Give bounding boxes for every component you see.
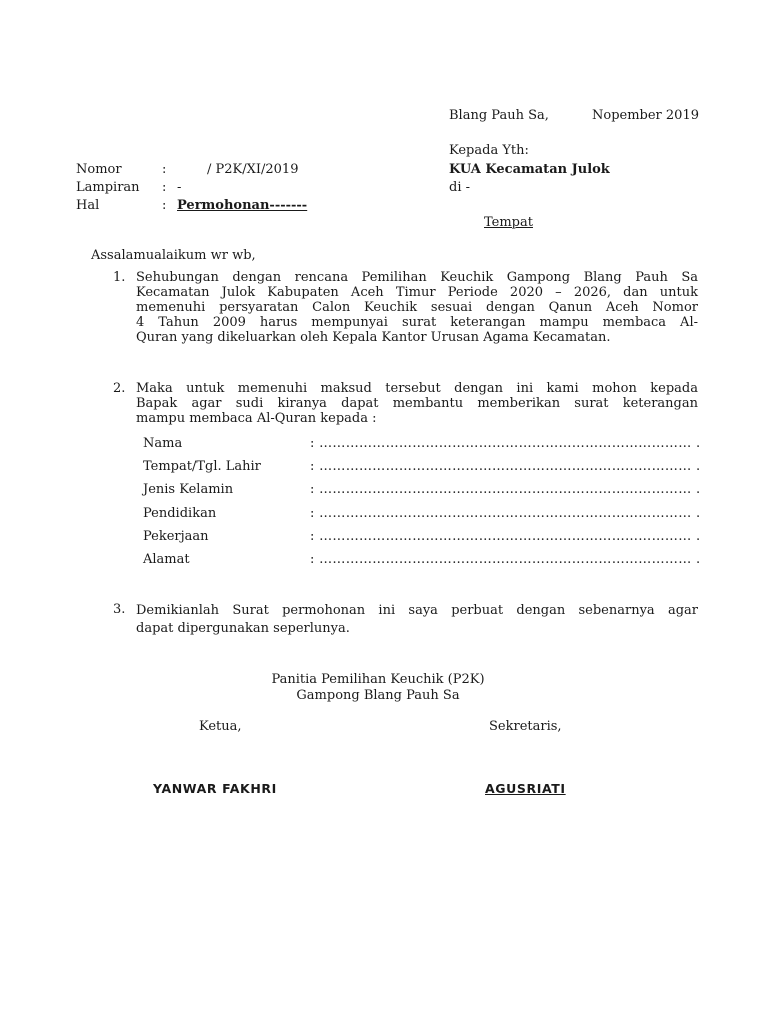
committee-line-1: Panitia Pemilihan Keuchik (P2K) <box>271 672 485 687</box>
item-1-line: Quran yang dikeluarkan oleh Kepala Kantor Urusan Agama Kecamatan. <box>136 330 611 345</box>
field-dots-pendidikan: : ………………………………………………………………………… . <box>310 506 701 521</box>
field-label-tempat-tgl-lahir: Tempat/Tgl. Lahir <box>143 459 261 474</box>
item-2-line: Bapak agar sudi kiranya dapat membantu memberikan surat keterangan <box>136 396 698 411</box>
item-3-paragraph <box>136 602 698 638</box>
recipient-name: KUA Kecamatan Julok <box>449 162 610 177</box>
nomor-label: Nomor <box>76 162 122 177</box>
hal-value: Permohonan------- <box>177 198 308 213</box>
field-label-alamat: Alamat <box>143 552 190 567</box>
nomor-value: / P2K/XI/2019 <box>207 162 299 177</box>
salutation: Assalamualaikum wr wb, <box>91 248 256 263</box>
item-3-line: Demikianlah Surat permohonan ini saya perbuat dengan sebenarnya agar <box>136 603 698 618</box>
item-1-line: Sehubungan dengan rencana Pemilihan Keuchik Gampong Blang Pauh Sa <box>136 270 698 285</box>
nomor-colon: : <box>162 162 167 177</box>
recipient-greeting: Kepada Yth: <box>449 143 529 158</box>
item-1-number: 1. <box>113 270 126 285</box>
place-text: Blang Pauh Sa, <box>449 108 549 123</box>
hal-colon: : <box>162 198 167 213</box>
field-label-nama: Nama <box>143 436 183 451</box>
field-dots-alamat: : ………………………………………………………………………… . <box>310 552 701 567</box>
field-dots-jenis-kelamin: : ………………………………………………………………………… . <box>310 482 701 497</box>
item-2-line: mampu membaca Al-Quran kepada : <box>136 411 377 426</box>
item-1-paragraph <box>136 270 698 345</box>
item-1-line: Kecamatan Julok Kabupaten Aceh Timur Periode 2020 – 2026, dan untuk <box>136 285 698 300</box>
chairman-role: Ketua, <box>199 719 242 734</box>
recipient-di: di - <box>449 180 471 195</box>
item-3-line: dapat dipergunakan seperlunya. <box>136 621 350 636</box>
item-2-number: 2. <box>113 381 126 396</box>
lampiran-colon: : <box>162 180 167 195</box>
field-dots-tempat-tgl-lahir: : ………………………………………………………………………… . <box>310 459 701 474</box>
hal-label: Hal <box>76 198 100 213</box>
field-label-jenis-kelamin: Jenis Kelamin <box>143 482 234 497</box>
item-3-number: 3. <box>113 602 126 617</box>
item-2-line: Maka untuk memenuhi maksud tersebut dengan ini kami mohon kepada <box>136 381 698 396</box>
field-dots-nama: : ………………………………………………………………………… . <box>310 436 701 451</box>
lampiran-label: Lampiran <box>76 180 140 195</box>
lampiran-value: - <box>177 180 182 195</box>
item-1-line: memenuhi persyaratan Calon Keuchik sesuai dengan Qanun Aceh Nomor <box>136 300 698 315</box>
item-2-paragraph <box>136 381 698 426</box>
field-label-pendidikan: Pendidikan <box>143 506 217 521</box>
secretary-name: AGUSRIATI <box>485 781 566 796</box>
secretary-role: Sekretaris, <box>489 719 562 734</box>
recipient-place: Tempat <box>484 215 533 230</box>
date-text: Nopember 2019 <box>592 108 699 123</box>
item-1-line: 4 Tahun 2009 harus mempunyai surat keterangan mampu membaca Al- <box>136 315 698 330</box>
field-dots-pekerjaan: : ………………………………………………………………………… . <box>310 529 701 544</box>
committee-line-2: Gampong Blang Pauh Sa <box>296 688 460 703</box>
chairman-name: YANWAR FAKHRI <box>153 781 277 796</box>
field-label-pekerjaan: Pekerjaan <box>143 529 209 544</box>
